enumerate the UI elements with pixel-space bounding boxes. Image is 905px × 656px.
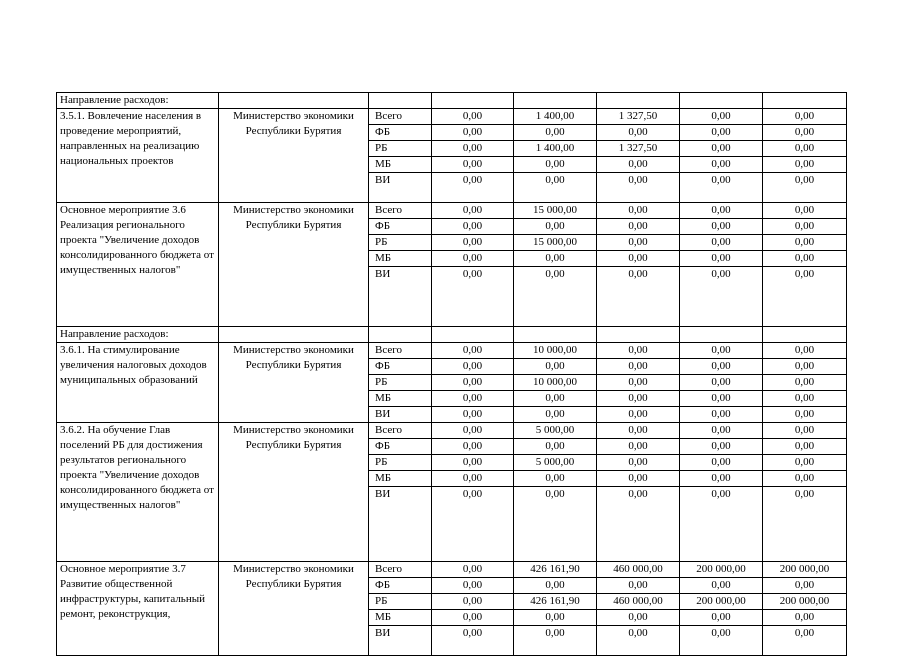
empty-cell — [514, 93, 597, 109]
amount-cell: 0,00 — [763, 359, 847, 375]
amount-cell: 200 000,00 — [680, 594, 763, 610]
amount-cell: 460 000,00 — [597, 562, 680, 578]
funding-source: РБ — [369, 141, 432, 157]
amount-cell: 0,00 — [763, 109, 847, 125]
amount-cell: 0,00 — [432, 423, 514, 439]
empty-cell — [597, 327, 680, 343]
measure-name: 3.6.1. На стимулирование увеличения налоговых доходов муниципальных образований — [57, 343, 219, 423]
table-row — [57, 203, 847, 219]
amount-cell: 460 000,00 — [597, 594, 680, 610]
measure-name: 3.5.1. Вовлечение населения в проведение мероприятий, направленных на реализацию национальных проектов — [57, 109, 219, 203]
amount-cell: 426 161,90 — [514, 562, 597, 578]
amount-cell: 0,00 — [597, 423, 680, 439]
amount-cell: 0,00 — [680, 391, 763, 407]
amount-cell: 0,00 — [597, 626, 680, 656]
amount-cell: 0,00 — [432, 375, 514, 391]
funding-source: ФБ — [369, 359, 432, 375]
amount-cell: 0,00 — [680, 610, 763, 626]
empty-cell — [219, 327, 369, 343]
amount-cell: 0,00 — [763, 173, 847, 203]
amount-cell: 0,00 — [432, 578, 514, 594]
amount-cell: 0,00 — [514, 610, 597, 626]
empty-cell — [514, 327, 597, 343]
amount-cell: 1 327,50 — [597, 141, 680, 157]
amount-cell: 0,00 — [680, 471, 763, 487]
amount-cell: 0,00 — [763, 471, 847, 487]
amount-cell: 0,00 — [432, 157, 514, 173]
funding-source: ВИ — [369, 487, 432, 562]
amount-cell: 0,00 — [597, 125, 680, 141]
amount-cell: 0,00 — [763, 219, 847, 235]
amount-cell: 1 400,00 — [514, 109, 597, 125]
amount-cell: 0,00 — [514, 267, 597, 327]
table-row — [57, 343, 847, 359]
measure-name: Основное мероприятие 3.6 Реализация регионального проекта "Увеличение доходов консолидированного бюджета от имущественных налогов" — [57, 203, 219, 327]
amount-cell: 0,00 — [514, 157, 597, 173]
amount-cell: 0,00 — [597, 203, 680, 219]
measure-name: 3.6.2. На обучение Глав поселений РБ для достижения результатов регионального проекта "Увеличение доходов консолидированного бюджета от имущественных налогов" — [57, 423, 219, 562]
amount-cell: 0,00 — [680, 203, 763, 219]
amount-cell: 1 327,50 — [597, 109, 680, 125]
amount-cell: 0,00 — [680, 439, 763, 455]
amount-cell: 0,00 — [680, 343, 763, 359]
amount-cell: 0,00 — [597, 455, 680, 471]
amount-cell: 0,00 — [763, 203, 847, 219]
amount-cell: 0,00 — [514, 578, 597, 594]
amount-cell: 0,00 — [514, 487, 597, 562]
funding-source: ВИ — [369, 407, 432, 423]
amount-cell: 0,00 — [680, 141, 763, 157]
funding-source: ФБ — [369, 125, 432, 141]
funding-source: ФБ — [369, 578, 432, 594]
amount-cell: 0,00 — [680, 251, 763, 267]
empty-cell — [432, 327, 514, 343]
amount-cell: 0,00 — [597, 391, 680, 407]
responsible-org: Министерство экономики Республики Бурятия — [219, 343, 369, 423]
amount-cell: 0,00 — [763, 423, 847, 439]
amount-cell: 0,00 — [763, 343, 847, 359]
amount-cell: 0,00 — [763, 267, 847, 327]
amount-cell: 0,00 — [763, 626, 847, 656]
funding-source: ВИ — [369, 626, 432, 656]
amount-cell: 0,00 — [763, 407, 847, 423]
amount-cell: 0,00 — [432, 125, 514, 141]
empty-cell — [369, 93, 432, 109]
funding-source: ВИ — [369, 267, 432, 327]
amount-cell: 0,00 — [432, 359, 514, 375]
funding-source: Всего — [369, 423, 432, 439]
funding-source: РБ — [369, 455, 432, 471]
responsible-org: Министерство экономики Республики Бурятия — [219, 423, 369, 562]
amount-cell: 0,00 — [680, 359, 763, 375]
amount-cell: 0,00 — [597, 173, 680, 203]
amount-cell: 0,00 — [597, 407, 680, 423]
amount-cell: 0,00 — [514, 391, 597, 407]
funding-source: Всего — [369, 343, 432, 359]
amount-cell: 0,00 — [432, 343, 514, 359]
table-row — [57, 109, 847, 125]
empty-cell — [369, 327, 432, 343]
funding-source: РБ — [369, 594, 432, 610]
table-row — [57, 562, 847, 578]
amount-cell: 5 000,00 — [514, 423, 597, 439]
section-header-row — [57, 327, 847, 343]
funding-source: МБ — [369, 471, 432, 487]
amount-cell: 0,00 — [680, 173, 763, 203]
amount-cell: 0,00 — [597, 487, 680, 562]
funding-source: ФБ — [369, 219, 432, 235]
amount-cell: 15 000,00 — [514, 203, 597, 219]
amount-cell: 200 000,00 — [680, 562, 763, 578]
funding-source: Всего — [369, 562, 432, 578]
amount-cell: 0,00 — [432, 203, 514, 219]
amount-cell: 0,00 — [680, 407, 763, 423]
amount-cell: 0,00 — [680, 109, 763, 125]
amount-cell: 0,00 — [680, 455, 763, 471]
amount-cell: 0,00 — [597, 219, 680, 235]
amount-cell: 0,00 — [432, 173, 514, 203]
funding-source: РБ — [369, 235, 432, 251]
amount-cell: 0,00 — [514, 407, 597, 423]
funding-source: МБ — [369, 157, 432, 173]
section-header-label: Направление расходов: — [57, 327, 219, 343]
measure-name: Основное мероприятие 3.7 Развитие общественной инфраструктуры, капитальный ремонт, реконструкция, — [57, 562, 219, 656]
amount-cell: 0,00 — [597, 471, 680, 487]
amount-cell: 0,00 — [432, 562, 514, 578]
amount-cell: 0,00 — [680, 125, 763, 141]
section-header-label: Направление расходов: — [57, 93, 219, 109]
amount-cell: 5 000,00 — [514, 455, 597, 471]
amount-cell: 0,00 — [432, 267, 514, 327]
table-row — [57, 423, 847, 439]
amount-cell: 0,00 — [763, 455, 847, 471]
amount-cell: 0,00 — [432, 219, 514, 235]
funding-source: Всего — [369, 203, 432, 219]
funding-source: МБ — [369, 391, 432, 407]
amount-cell: 0,00 — [680, 235, 763, 251]
amount-cell: 0,00 — [432, 141, 514, 157]
empty-cell — [763, 93, 847, 109]
amount-cell: 0,00 — [432, 109, 514, 125]
amount-cell: 200 000,00 — [763, 594, 847, 610]
amount-cell: 0,00 — [763, 157, 847, 173]
funding-source: ВИ — [369, 173, 432, 203]
amount-cell: 0,00 — [597, 251, 680, 267]
amount-cell: 0,00 — [514, 173, 597, 203]
amount-cell: 0,00 — [597, 610, 680, 626]
empty-cell — [219, 93, 369, 109]
amount-cell: 0,00 — [514, 471, 597, 487]
amount-cell: 0,00 — [432, 487, 514, 562]
responsible-org: Министерство экономики Республики Бурятия — [219, 109, 369, 203]
amount-cell: 0,00 — [597, 157, 680, 173]
amount-cell: 0,00 — [763, 610, 847, 626]
amount-cell: 0,00 — [680, 578, 763, 594]
amount-cell: 0,00 — [514, 439, 597, 455]
budget-table — [56, 92, 847, 656]
amount-cell: 0,00 — [763, 251, 847, 267]
amount-cell: 0,00 — [432, 439, 514, 455]
amount-cell: 0,00 — [432, 407, 514, 423]
amount-cell: 0,00 — [432, 626, 514, 656]
amount-cell: 0,00 — [597, 235, 680, 251]
amount-cell: 0,00 — [432, 391, 514, 407]
amount-cell: 0,00 — [432, 235, 514, 251]
amount-cell: 0,00 — [680, 219, 763, 235]
amount-cell: 0,00 — [432, 251, 514, 267]
amount-cell: 0,00 — [597, 343, 680, 359]
amount-cell: 0,00 — [763, 235, 847, 251]
amount-cell: 426 161,90 — [514, 594, 597, 610]
amount-cell: 0,00 — [680, 423, 763, 439]
empty-cell — [763, 327, 847, 343]
amount-cell: 0,00 — [597, 267, 680, 327]
funding-source: РБ — [369, 375, 432, 391]
funding-source: Всего — [369, 109, 432, 125]
amount-cell: 0,00 — [763, 578, 847, 594]
amount-cell: 0,00 — [432, 455, 514, 471]
amount-cell: 0,00 — [680, 487, 763, 562]
amount-cell: 0,00 — [763, 439, 847, 455]
amount-cell: 10 000,00 — [514, 343, 597, 359]
funding-source: ФБ — [369, 439, 432, 455]
amount-cell: 0,00 — [763, 487, 847, 562]
responsible-org: Министерство экономики Республики Бурятия — [219, 203, 369, 327]
amount-cell: 0,00 — [514, 626, 597, 656]
funding-source: МБ — [369, 251, 432, 267]
amount-cell: 0,00 — [514, 251, 597, 267]
amount-cell: 0,00 — [680, 375, 763, 391]
amount-cell: 0,00 — [763, 391, 847, 407]
amount-cell: 15 000,00 — [514, 235, 597, 251]
amount-cell: 0,00 — [597, 439, 680, 455]
section-header-row — [57, 93, 847, 109]
amount-cell: 0,00 — [432, 610, 514, 626]
amount-cell: 0,00 — [514, 359, 597, 375]
empty-cell — [597, 93, 680, 109]
amount-cell: 0,00 — [597, 578, 680, 594]
amount-cell: 0,00 — [763, 141, 847, 157]
responsible-org: Министерство экономики Республики Бурятия — [219, 562, 369, 656]
amount-cell: 0,00 — [432, 471, 514, 487]
amount-cell: 0,00 — [680, 267, 763, 327]
amount-cell: 10 000,00 — [514, 375, 597, 391]
empty-cell — [680, 93, 763, 109]
amount-cell: 0,00 — [514, 219, 597, 235]
amount-cell: 0,00 — [763, 125, 847, 141]
amount-cell: 0,00 — [432, 594, 514, 610]
amount-cell: 0,00 — [763, 375, 847, 391]
empty-cell — [680, 327, 763, 343]
amount-cell: 0,00 — [597, 359, 680, 375]
empty-cell — [432, 93, 514, 109]
funding-source: МБ — [369, 610, 432, 626]
amount-cell: 1 400,00 — [514, 141, 597, 157]
amount-cell: 200 000,00 — [763, 562, 847, 578]
amount-cell: 0,00 — [597, 375, 680, 391]
amount-cell: 0,00 — [514, 125, 597, 141]
amount-cell: 0,00 — [680, 626, 763, 656]
amount-cell: 0,00 — [680, 157, 763, 173]
